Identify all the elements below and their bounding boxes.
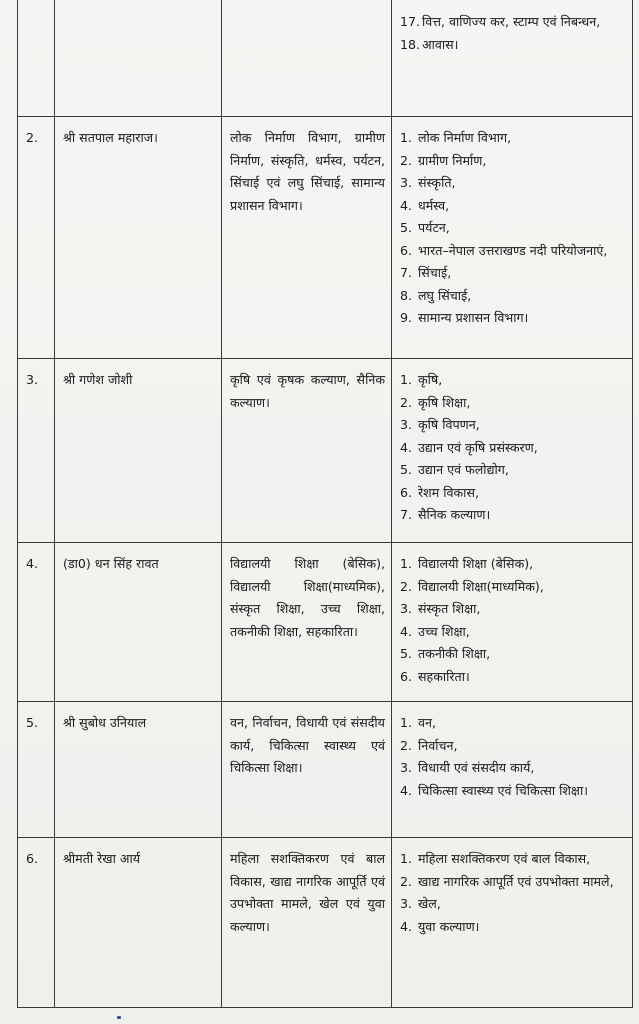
department-summary [222, 0, 392, 117]
list-item: 2. विद्यालयी शिक्षा(माध्यमिक), [400, 578, 544, 594]
table-row [18, 117, 633, 359]
department-list [400, 553, 626, 688]
department-list-cell [392, 838, 633, 1008]
table-row [18, 702, 633, 838]
list-item: 2. निर्वाचन, [400, 737, 458, 753]
list-item: 4. उद्यान एवं कृषि प्रसंस्करण, [400, 439, 538, 455]
table-row [18, 838, 633, 1008]
list-item: 7. सिंचाई, [400, 265, 452, 280]
department-list [400, 848, 626, 938]
department-summary: कृषि एवं कृषक कल्याण, सैनिक कल्याण। [222, 359, 392, 543]
serial-number: 5. [18, 702, 55, 838]
list-item: 1. महिला सशक्तिकरण एवं बाल विकास, [400, 851, 591, 866]
list-item: 5. तकनीकी शिक्षा, [400, 646, 491, 661]
list-item: 2. कृषि शिक्षा, [400, 394, 471, 410]
department-list-cell [392, 117, 633, 359]
minister-name: श्री सुबोध उनियाल [55, 702, 222, 838]
list-item: 9. सामान्य प्रशासन विभाग। [400, 310, 529, 325]
list-item: 4. धर्मस्व, [400, 197, 450, 213]
minister-name: (डा0) धन सिंह रावत [55, 543, 222, 702]
list-item: 7. सैनिक कल्याण। [400, 507, 491, 522]
list-item: 3. विधायी एवं संसदीय कार्य, [400, 760, 535, 775]
minister-allocation-table [17, 0, 633, 1008]
department-summary: महिला सशक्तिकरण एवं बाल विकास, खाद्य नागरिक आपूर्ति एवं उपभोक्ता मामले, खेल एवं युवा कल्याण। [222, 838, 392, 1008]
list-item: 1. कृषि, [400, 372, 443, 387]
list-item: 5. उद्यान एवं फलोद्योग, [400, 462, 509, 477]
list-item: 3. कृषि विपणन, [400, 417, 480, 432]
list-item: 17. वित्त, वाणिज्य कर, स्टाम्प एवं निबन्धन, [400, 14, 601, 29]
list-item: 2. ग्रामीण निर्माण, [400, 152, 487, 168]
serial-number: 6. [18, 838, 55, 1008]
serial-number [18, 0, 55, 117]
serial-number: 4. [18, 543, 55, 702]
serial-number: 3. [18, 359, 55, 543]
list-item: 1. वन, [400, 715, 436, 730]
list-item: 6. भारत–नेपाल उत्तराखण्ड नदी परियोजनाएं, [400, 242, 608, 258]
department-list-cell [392, 543, 633, 702]
department-list [400, 11, 626, 56]
list-item: 1. विद्यालयी शिक्षा (बेसिक), [400, 556, 534, 571]
department-list-cell [392, 0, 633, 117]
list-item: 8. लघु सिंचाई, [400, 287, 472, 303]
department-list-cell [392, 359, 633, 543]
list-item: 4. युवा कल्याण। [400, 918, 480, 934]
list-item: 6. सहकारिता। [400, 668, 470, 684]
list-item: 1. लोक निर्माण विभाग, [400, 130, 512, 145]
minister-name [55, 0, 222, 117]
table-row [18, 359, 633, 543]
minister-name: श्रीमती रेखा आर्य [55, 838, 222, 1008]
list-item: 2. खाद्य नागरिक आपूर्ति एवं उपभोक्ता मामले, [400, 873, 614, 889]
list-item: 3. संस्कृत शिक्षा, [400, 601, 481, 616]
minister-name: श्री गणेश जोशी [55, 359, 222, 543]
department-list [400, 712, 626, 802]
department-summary: वन, निर्वाचन, विधायी एवं संसदीय कार्य, चिकित्सा स्वास्थ्य एवं चिकित्सा शिक्षा। [222, 702, 392, 838]
department-list [400, 127, 626, 330]
ink-mark [117, 1016, 121, 1019]
serial-number: 2. [18, 117, 55, 359]
list-item: 3. संस्कृति, [400, 175, 456, 190]
table-row [18, 543, 633, 702]
list-item: 4. चिकित्सा स्वास्थ्य एवं चिकित्सा शिक्षा। [400, 782, 588, 798]
department-summary: विद्यालयी शिक्षा (बेसिक), विद्यालयी शिक्षा(माध्यमिक), संस्कृत शिक्षा, उच्च शिक्षा, तकनीकी शिक्षा, सहकारिता। [222, 543, 392, 702]
list-item: 5. पर्यटन, [400, 220, 450, 235]
department-summary: लोक निर्माण विभाग, ग्रामीण निर्माण, संस्कृति, धर्मस्व, पर्यटन, सिंचाई एवं लघु सिंचाई, सामान्य प्रशासन विभाग। [222, 117, 392, 359]
list-item: 3. खेल, [400, 896, 441, 911]
list-item: 18. आवास। [400, 36, 459, 52]
minister-name: श्री सतपाल महाराज। [55, 117, 222, 359]
department-list-cell [392, 702, 633, 838]
list-item: 6. रेशम विकास, [400, 484, 479, 500]
table-row [18, 0, 633, 117]
list-item: 4. उच्च शिक्षा, [400, 623, 470, 639]
table-body [18, 0, 633, 1008]
department-list [400, 369, 626, 527]
